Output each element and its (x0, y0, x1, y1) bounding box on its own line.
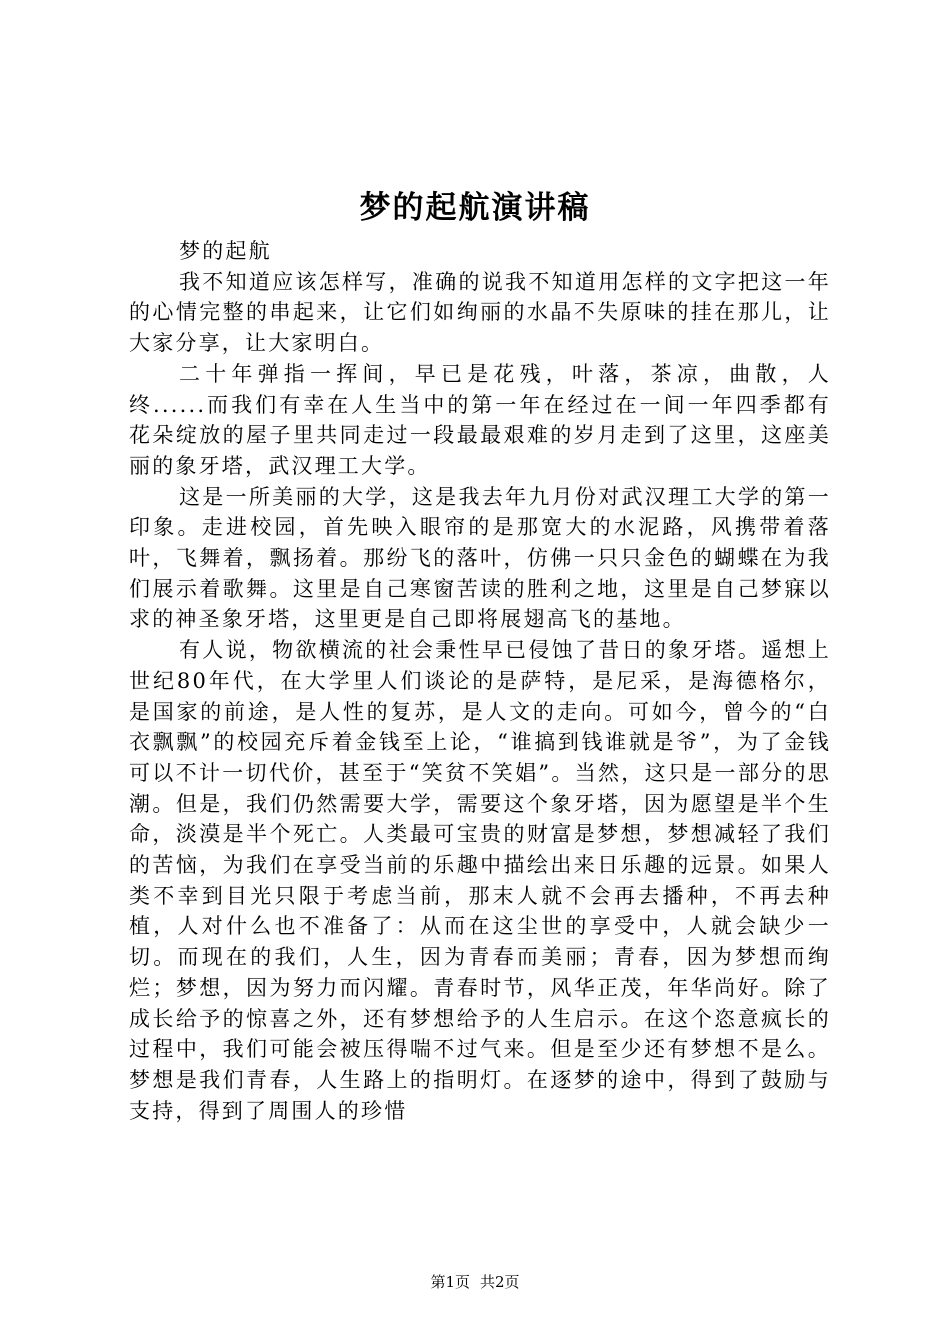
paragraph: 有人说，物欲横流的社会秉性早已侵蚀了昔日的象牙塔。遥想上世纪80年代，在大学里人们谈论的是萨特，是尼采，是海德格尔，是国家的前途，是人性的复苏，是人文的走向。可如今，曾今的“白衣飘飘”的校园充斥着金钱至上论，“谁搞到钱谁就是爷”，为了金钱可以不计一切代价，甚至于“笑贫不笑娼”。当然，这只是一部分的思潮。但是，我们仍然需要大学，需要这个象牙塔，因为愿望是半个生命，淡漠是半个死亡。人类最可宝贵的财富是梦想，梦想减轻了我们的苦恼，为我们在享受当前的乐趣中描绘出来日乐趣的远景。如果人类不幸到目光只限于考虑当前，那末人就不会再去播种，不再去种植，人对什么也不准备了：从而在这尘世的享受中，人就会缺少一切。而现在的我们，人生，因为青春而美丽；青春，因为梦想而绚烂；梦想，因为努力而闪耀。青春时节，风华正茂，年华尚好。除了成长给予的惊喜之外，还有梦想给予的人生启示。在这个恣意疯长的过程中，我们可能会被压得喘不过气来。但是至少还有梦想不是么。梦想是我们青春，人生路上的指明灯。在逐梦的途中，得到了鼓励与支持，得到了周围人的珍惜 (129, 638, 831, 1123)
page-footer (0, 1272, 950, 1292)
document-title: 梦的起航演讲稿 (359, 190, 591, 226)
paragraph-heading: 梦的起航 (179, 239, 272, 263)
paragraph: 二十年弹指一挥间，早已是花残，叶落，茶凉，曲散，人终......而我们有幸在人生当中的第一年在经过在一间一年四季都有花朵绽放的屋子里共同走过一段最最艰难的岁月走到了这里，这座美丽的象牙塔，武汉理工大学。 (129, 361, 831, 478)
paragraph: 这是一所美丽的大学，这是我去年九月份对武汉理工大学的第一印象。走进校园，首先映入眼帘的是那宽大的水泥路，风携带着落叶，飞舞着，飘扬着。那纷飞的落叶，仿佛一只只金色的蝴蝶在为我们展示着歌舞。这里是自己寒窗苦读的胜利之地，这里是自己梦寐以求的神圣象牙塔，这里更是自己即将展翅高飞的基地。 (129, 484, 831, 632)
page-total: 共2页 (480, 1273, 520, 1291)
document-body (129, 236, 831, 1126)
paragraph: 我不知道应该怎样写，准确的说我不知道用怎样的文字把这一年的心情完整的串起来，让它们如绚丽的水晶不失原味的挂在那儿，让大家分享，让大家明白。 (129, 269, 831, 356)
page-number: 第1页 (430, 1273, 470, 1291)
